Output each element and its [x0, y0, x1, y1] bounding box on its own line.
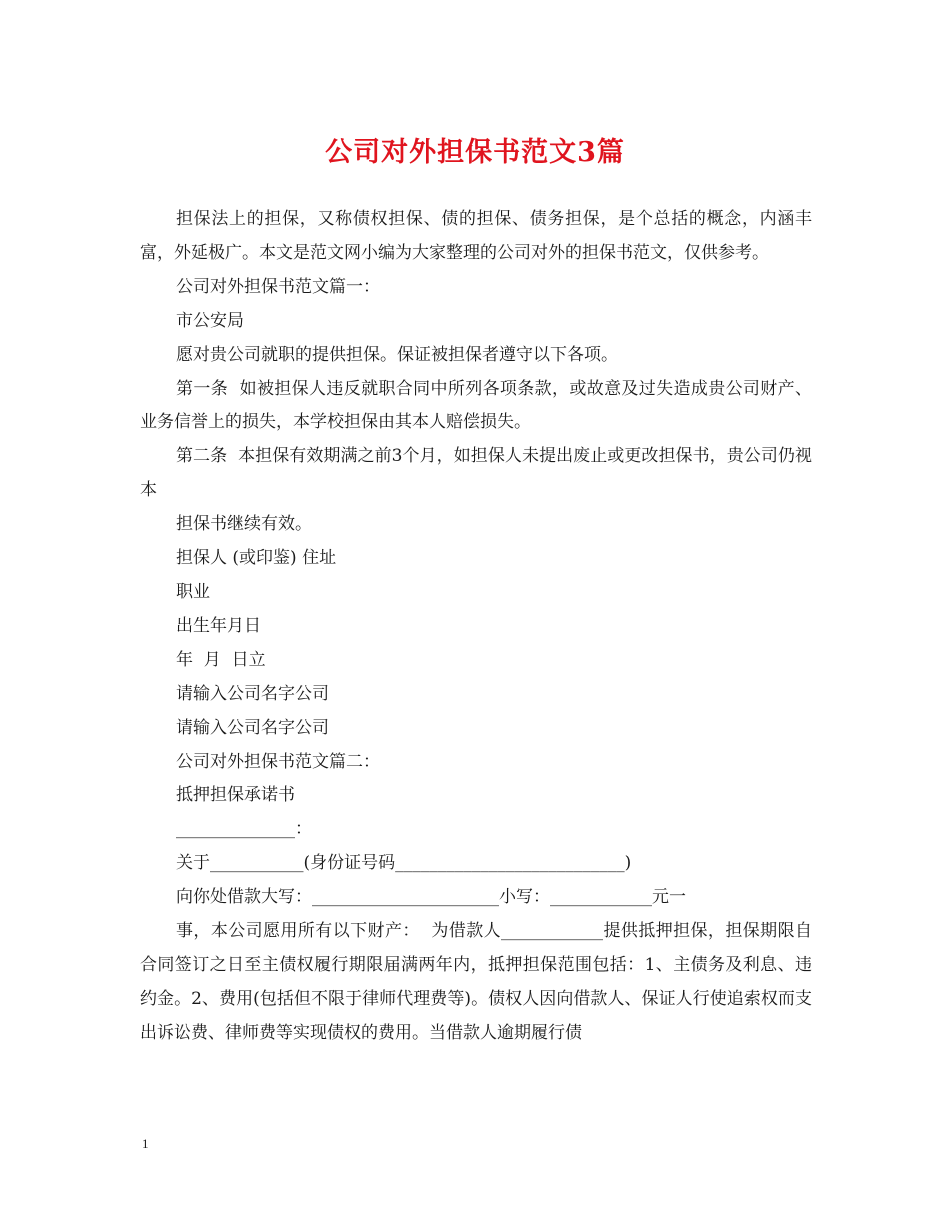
paragraph-loan-amount: 向你处借款大写：______________________小写：____________元一 — [176, 887, 686, 908]
paragraph-intro: 担保法上的担保，又称债权担保、债的担保、债务担保，是个总括的概念，内涵丰富，外延极广。本文是范文网小编为大家整理的公司对外的担保书范文，仅供参考。 — [140, 209, 812, 263]
paragraph-article-two-continued: 担保书继续有效。 — [176, 514, 312, 535]
paragraph-article-one: 第一条 如被担保人违反就职合同中所列各项条款，或故意及过失造成贵公司财产、 业务信誉上的损失，本学校担保由其本人赔偿损失。 — [140, 378, 823, 433]
paragraph-addressee-blank: ______________： — [176, 819, 312, 840]
paragraph-birth-date: 出生年月日 — [176, 615, 261, 636]
paragraph-article-two: 第二条 本担保有效期满之前3个月，如担保人未提出废止或更改担保书，贵公司仍视本 — [140, 446, 812, 501]
paragraph-occupation: 职业 — [176, 581, 210, 602]
paragraph-signing-date: 年 月 日立 — [176, 649, 266, 670]
paragraph-borrower-id: 关于___________(身份证号码___________________________) — [176, 853, 632, 874]
document-body — [140, 203, 823, 1051]
paragraph-section-two-heading: 公司对外担保书范文篇二： — [176, 751, 380, 772]
paragraph-recipient: 市公安局 — [176, 310, 244, 331]
paragraph-mortgage-terms: 事，本公司愿用所有以下财产： 为借款人____________提供抵押担保，担保期限自合同签订之日至主债权履行期限届满两年内，抵押担保范围包括：1、主债务及利息、违约金。2、费用(包括但不限于律师代理费等)。债权人因向借款人、保证人行使追索权而支出诉讼费、律师费等实现债权的费用。当借款人逾期履行债 — [140, 921, 812, 1043]
paragraph-company-name-1: 请输入公司名字公司 — [176, 683, 329, 704]
paragraph-company-name-2: 请输入公司名字公司 — [176, 717, 329, 738]
paragraph-section-one-heading: 公司对外担保书范文篇一： — [176, 276, 380, 297]
document-title: 公司对外担保书范文3篇 — [325, 137, 625, 168]
paragraph-guarantor-address: 担保人 (或印鉴) 住址 — [176, 548, 337, 569]
paragraph-mortgage-title: 抵押担保承诺书 — [176, 785, 295, 806]
page-number: 1 — [142, 1136, 149, 1151]
paragraph-guarantee-statement: 愿对贵公司就职的提供担保。保证被担保者遵守以下各项。 — [176, 344, 618, 365]
